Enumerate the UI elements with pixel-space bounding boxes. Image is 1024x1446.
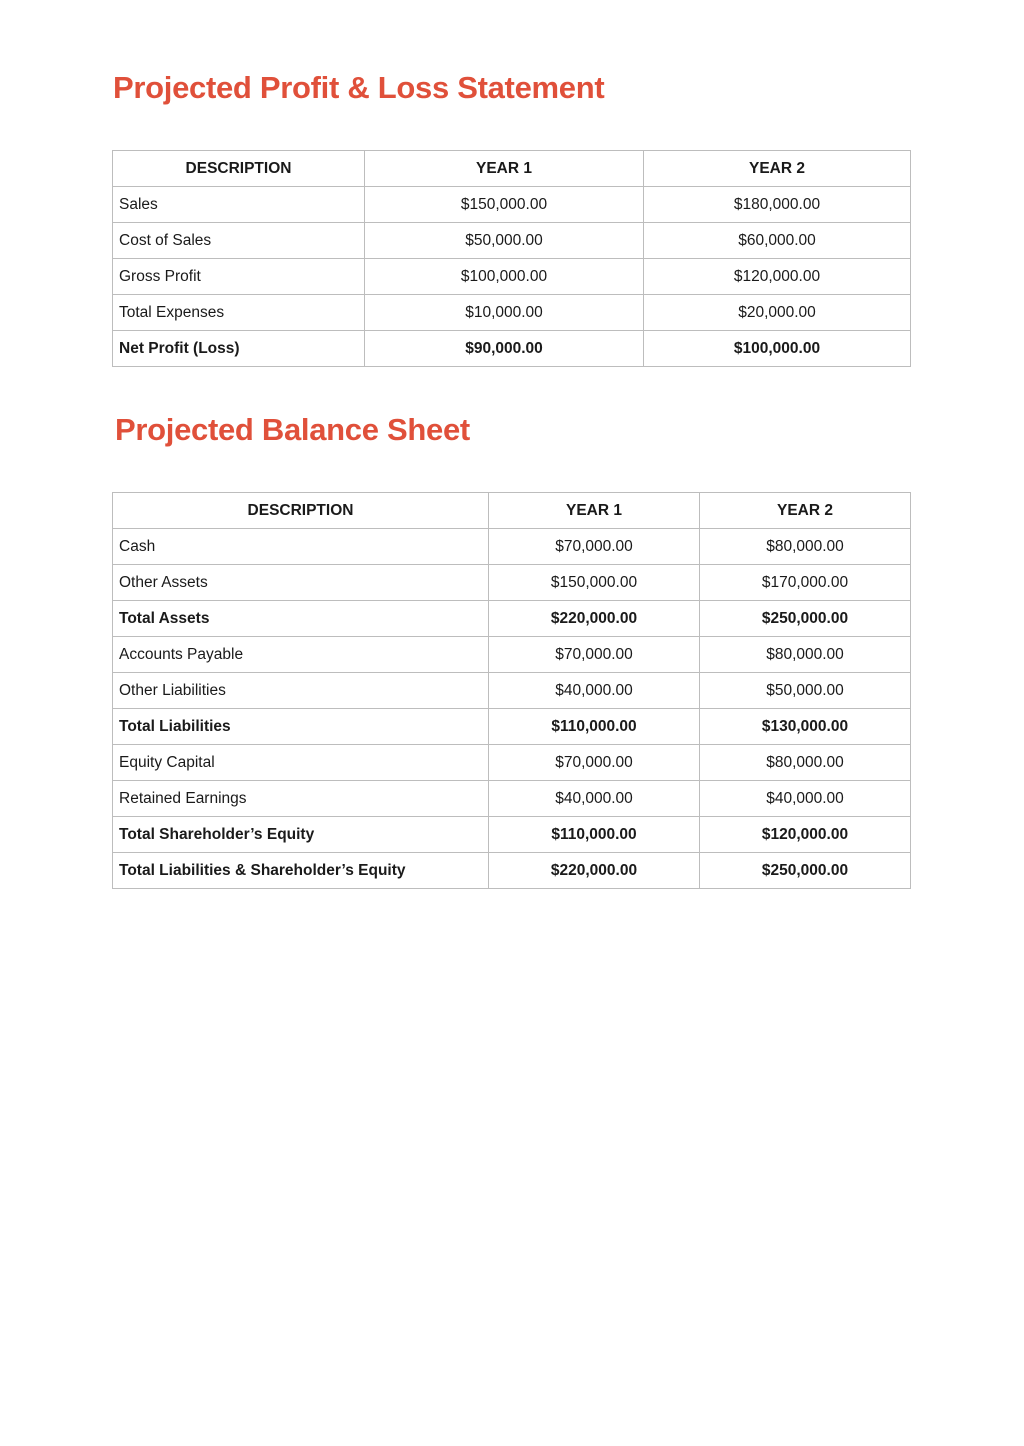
row-year-1-value: $110,000.00 [489,709,700,745]
table-row [113,187,911,223]
balance-sheet-rows [113,529,911,889]
table-row [113,331,911,367]
row-description: Gross Profit [113,259,365,295]
row-year-1-value: $40,000.00 [489,781,700,817]
row-description: Total Assets [113,601,489,637]
table-header-row [113,493,911,529]
table-row [113,817,911,853]
table-row [113,745,911,781]
row-year-2-value: $170,000.00 [700,565,911,601]
row-year-2-value: $60,000.00 [644,223,911,259]
row-description: Total Liabilities & Shareholder’s Equity [113,853,489,889]
row-description: Cost of Sales [113,223,365,259]
balance-sheet-table [112,492,911,889]
balance-sheet-title: Projected Balance Sheet [115,412,470,447]
row-year-2-value: $120,000.00 [644,259,911,295]
row-year-1-value: $70,000.00 [489,529,700,565]
row-year-1-value: $220,000.00 [489,601,700,637]
row-description: Total Liabilities [113,709,489,745]
column-header-year-1: YEAR 1 [365,151,644,187]
row-year-1-value: $40,000.00 [489,673,700,709]
row-year-2-value: $250,000.00 [700,853,911,889]
row-description: Retained Earnings [113,781,489,817]
row-year-2-value: $20,000.00 [644,295,911,331]
row-year-2-value: $120,000.00 [700,817,911,853]
row-year-1-value: $10,000.00 [365,295,644,331]
row-description: Cash [113,529,489,565]
row-year-1-value: $100,000.00 [365,259,644,295]
row-year-1-value: $220,000.00 [489,853,700,889]
row-year-1-value: $90,000.00 [365,331,644,367]
row-year-1-value: $50,000.00 [365,223,644,259]
row-description: Accounts Payable [113,637,489,673]
row-year-2-value: $80,000.00 [700,745,911,781]
row-year-1-value: $70,000.00 [489,637,700,673]
table-row [113,223,911,259]
table-row [113,709,911,745]
row-description: Other Liabilities [113,673,489,709]
column-header-description: DESCRIPTION [113,151,365,187]
table-row [113,259,911,295]
row-description: Sales [113,187,365,223]
column-header-year-2: YEAR 2 [644,151,911,187]
table-row [113,565,911,601]
profit-loss-table [112,150,911,367]
row-year-2-value: $250,000.00 [700,601,911,637]
table-row [113,637,911,673]
profit-loss-rows [113,187,911,367]
row-description: Total Shareholder’s Equity [113,817,489,853]
row-year-2-value: $50,000.00 [700,673,911,709]
row-year-2-value: $40,000.00 [700,781,911,817]
row-year-2-value: $130,000.00 [700,709,911,745]
table-header-row [113,151,911,187]
profit-loss-title: Projected Profit & Loss Statement [113,70,605,105]
table-row [113,295,911,331]
column-header-year-2: YEAR 2 [700,493,911,529]
row-year-2-value: $80,000.00 [700,637,911,673]
table-row [113,853,911,889]
table-row [113,673,911,709]
row-year-1-value: $150,000.00 [489,565,700,601]
row-description: Equity Capital [113,745,489,781]
column-header-description: DESCRIPTION [113,493,489,529]
table-row [113,601,911,637]
table-row [113,529,911,565]
row-year-1-value: $70,000.00 [489,745,700,781]
row-year-2-value: $80,000.00 [700,529,911,565]
column-header-year-1: YEAR 1 [489,493,700,529]
row-year-1-value: $110,000.00 [489,817,700,853]
row-description: Net Profit (Loss) [113,331,365,367]
row-year-1-value: $150,000.00 [365,187,644,223]
row-year-2-value: $100,000.00 [644,331,911,367]
row-description: Total Expenses [113,295,365,331]
row-description: Other Assets [113,565,489,601]
row-year-2-value: $180,000.00 [644,187,911,223]
table-row [113,781,911,817]
